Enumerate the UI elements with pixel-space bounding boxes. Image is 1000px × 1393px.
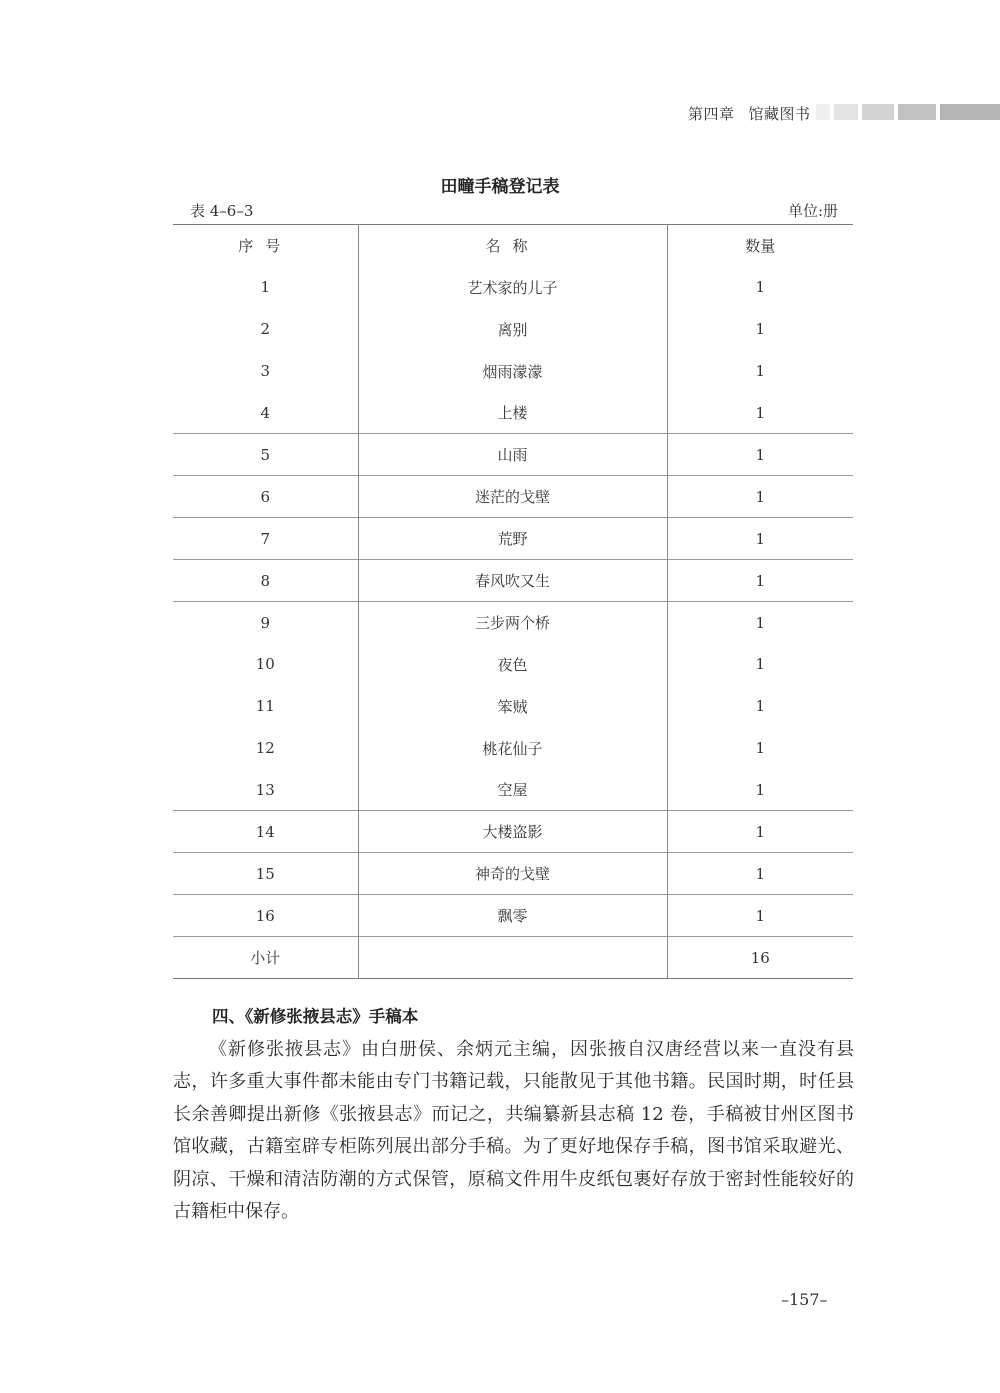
section-label: 馆藏图书 [748,105,811,123]
row-quantity: 1 [667,853,853,895]
table-header-row [173,225,853,267]
row-serial: 10 [255,655,275,674]
row-serial: 3 [260,362,271,381]
subtotal-value: 16 [667,937,853,979]
row-name: 上楼 [358,392,667,434]
table-row [173,685,853,727]
table-row [173,476,853,518]
table-title: 田疃手稿登记表 [440,177,560,197]
table-row [173,727,853,769]
subtotal-empty [358,937,667,979]
row-name: 春风吹又生 [358,560,667,602]
row-quantity: 1 [755,278,766,297]
table-row [173,308,853,350]
row-name: 桃花仙子 [358,727,667,769]
table-row [173,560,853,602]
row-quantity: 1 [667,476,853,518]
table-number: 表 4–6–3 [190,202,254,220]
table-row [173,518,853,560]
row-serial: 4 [260,403,271,422]
table-row [173,602,853,644]
row-quantity: 1 [667,602,853,644]
table-row [173,266,853,308]
table-row [173,895,853,937]
row-name: 艺术家的儿子 [358,266,667,308]
header-quantity: 数量 [745,237,776,256]
row-name: 迷茫的戈壁 [358,476,667,518]
section-heading: 四、《新修张掖县志》手稿本 [212,1007,419,1026]
row-serial: 16 [173,895,358,937]
row-serial: 8 [173,560,358,602]
page-number: –157– [781,1290,828,1309]
row-serial: 15 [173,853,358,895]
header-bar-4 [898,104,936,120]
header-bar-1 [816,104,830,120]
row-name: 空屋 [358,769,667,811]
row-quantity: 1 [667,560,853,602]
row-quantity: 1 [667,895,853,937]
table-unit: 单位:册 [787,202,838,220]
row-quantity: 1 [755,403,766,422]
row-quantity: 1 [667,434,853,476]
row-serial: 6 [173,476,358,518]
row-serial: 12 [255,739,275,758]
header-serial: 序号 [238,237,293,256]
header-bar-3 [862,104,894,120]
row-serial: 5 [173,434,358,476]
row-name: 山雨 [358,434,667,476]
body-paragraph: 《新修张掖县志》由白册侯、余炳元主编，因张掖自汉唐经营以来一直没有县志，许多重大事件都未能由专门书籍记载，只能散见于其他书籍。民国时期，时任县长余善卿提出新修《张掖县志》而记之，共编纂新县志稿 12 卷，手稿被甘州区图书馆收藏，古籍室辟专柜陈列展出部分手稿。为了更好地保存手稿，图书馆采取避光、阴凉、干燥和清洁防潮的方式保管，原稿文件用牛皮纸包裹好存放于密封性能较好的古籍柜中保存。 [173,1039,854,1223]
row-quantity: 1 [755,780,766,799]
table-row [173,769,853,811]
table-row [173,392,853,434]
row-quantity: 1 [755,320,766,339]
subtotal-label: 小计 [173,937,358,979]
row-quantity: 1 [755,739,766,758]
table-body [173,266,853,978]
row-quantity: 1 [755,655,766,674]
row-quantity: 1 [755,697,766,716]
row-quantity: 1 [755,362,766,381]
row-name: 笨贼 [358,685,667,727]
row-name: 神奇的戈壁 [358,853,667,895]
table-row [173,350,853,392]
row-serial: 11 [255,697,275,716]
row-name: 烟雨濛濛 [358,350,667,392]
table-row [173,643,853,685]
chapter-label: 第四章 [688,105,735,123]
row-name: 飘零 [358,895,667,937]
row-serial: 2 [260,320,271,339]
row-quantity: 1 [667,811,853,853]
row-serial: 14 [173,811,358,853]
row-name: 荒野 [358,518,667,560]
row-name: 大楼盗影 [358,811,667,853]
row-serial: 7 [173,518,358,560]
table-row [173,853,853,895]
subtotal-row [173,937,853,979]
header-bar-5 [940,104,1000,120]
row-serial: 13 [255,780,275,799]
row-serial: 9 [173,602,358,644]
table-row [173,434,853,476]
row-name: 三步两个桥 [358,602,667,644]
header-bar-2 [834,104,858,120]
row-quantity: 1 [667,518,853,560]
header-name: 名称 [358,225,667,267]
manuscript-register-table [173,224,853,979]
table-row [173,811,853,853]
running-header [688,103,811,124]
row-name: 夜色 [358,643,667,685]
row-serial: 1 [260,278,271,297]
row-name: 离别 [358,308,667,350]
